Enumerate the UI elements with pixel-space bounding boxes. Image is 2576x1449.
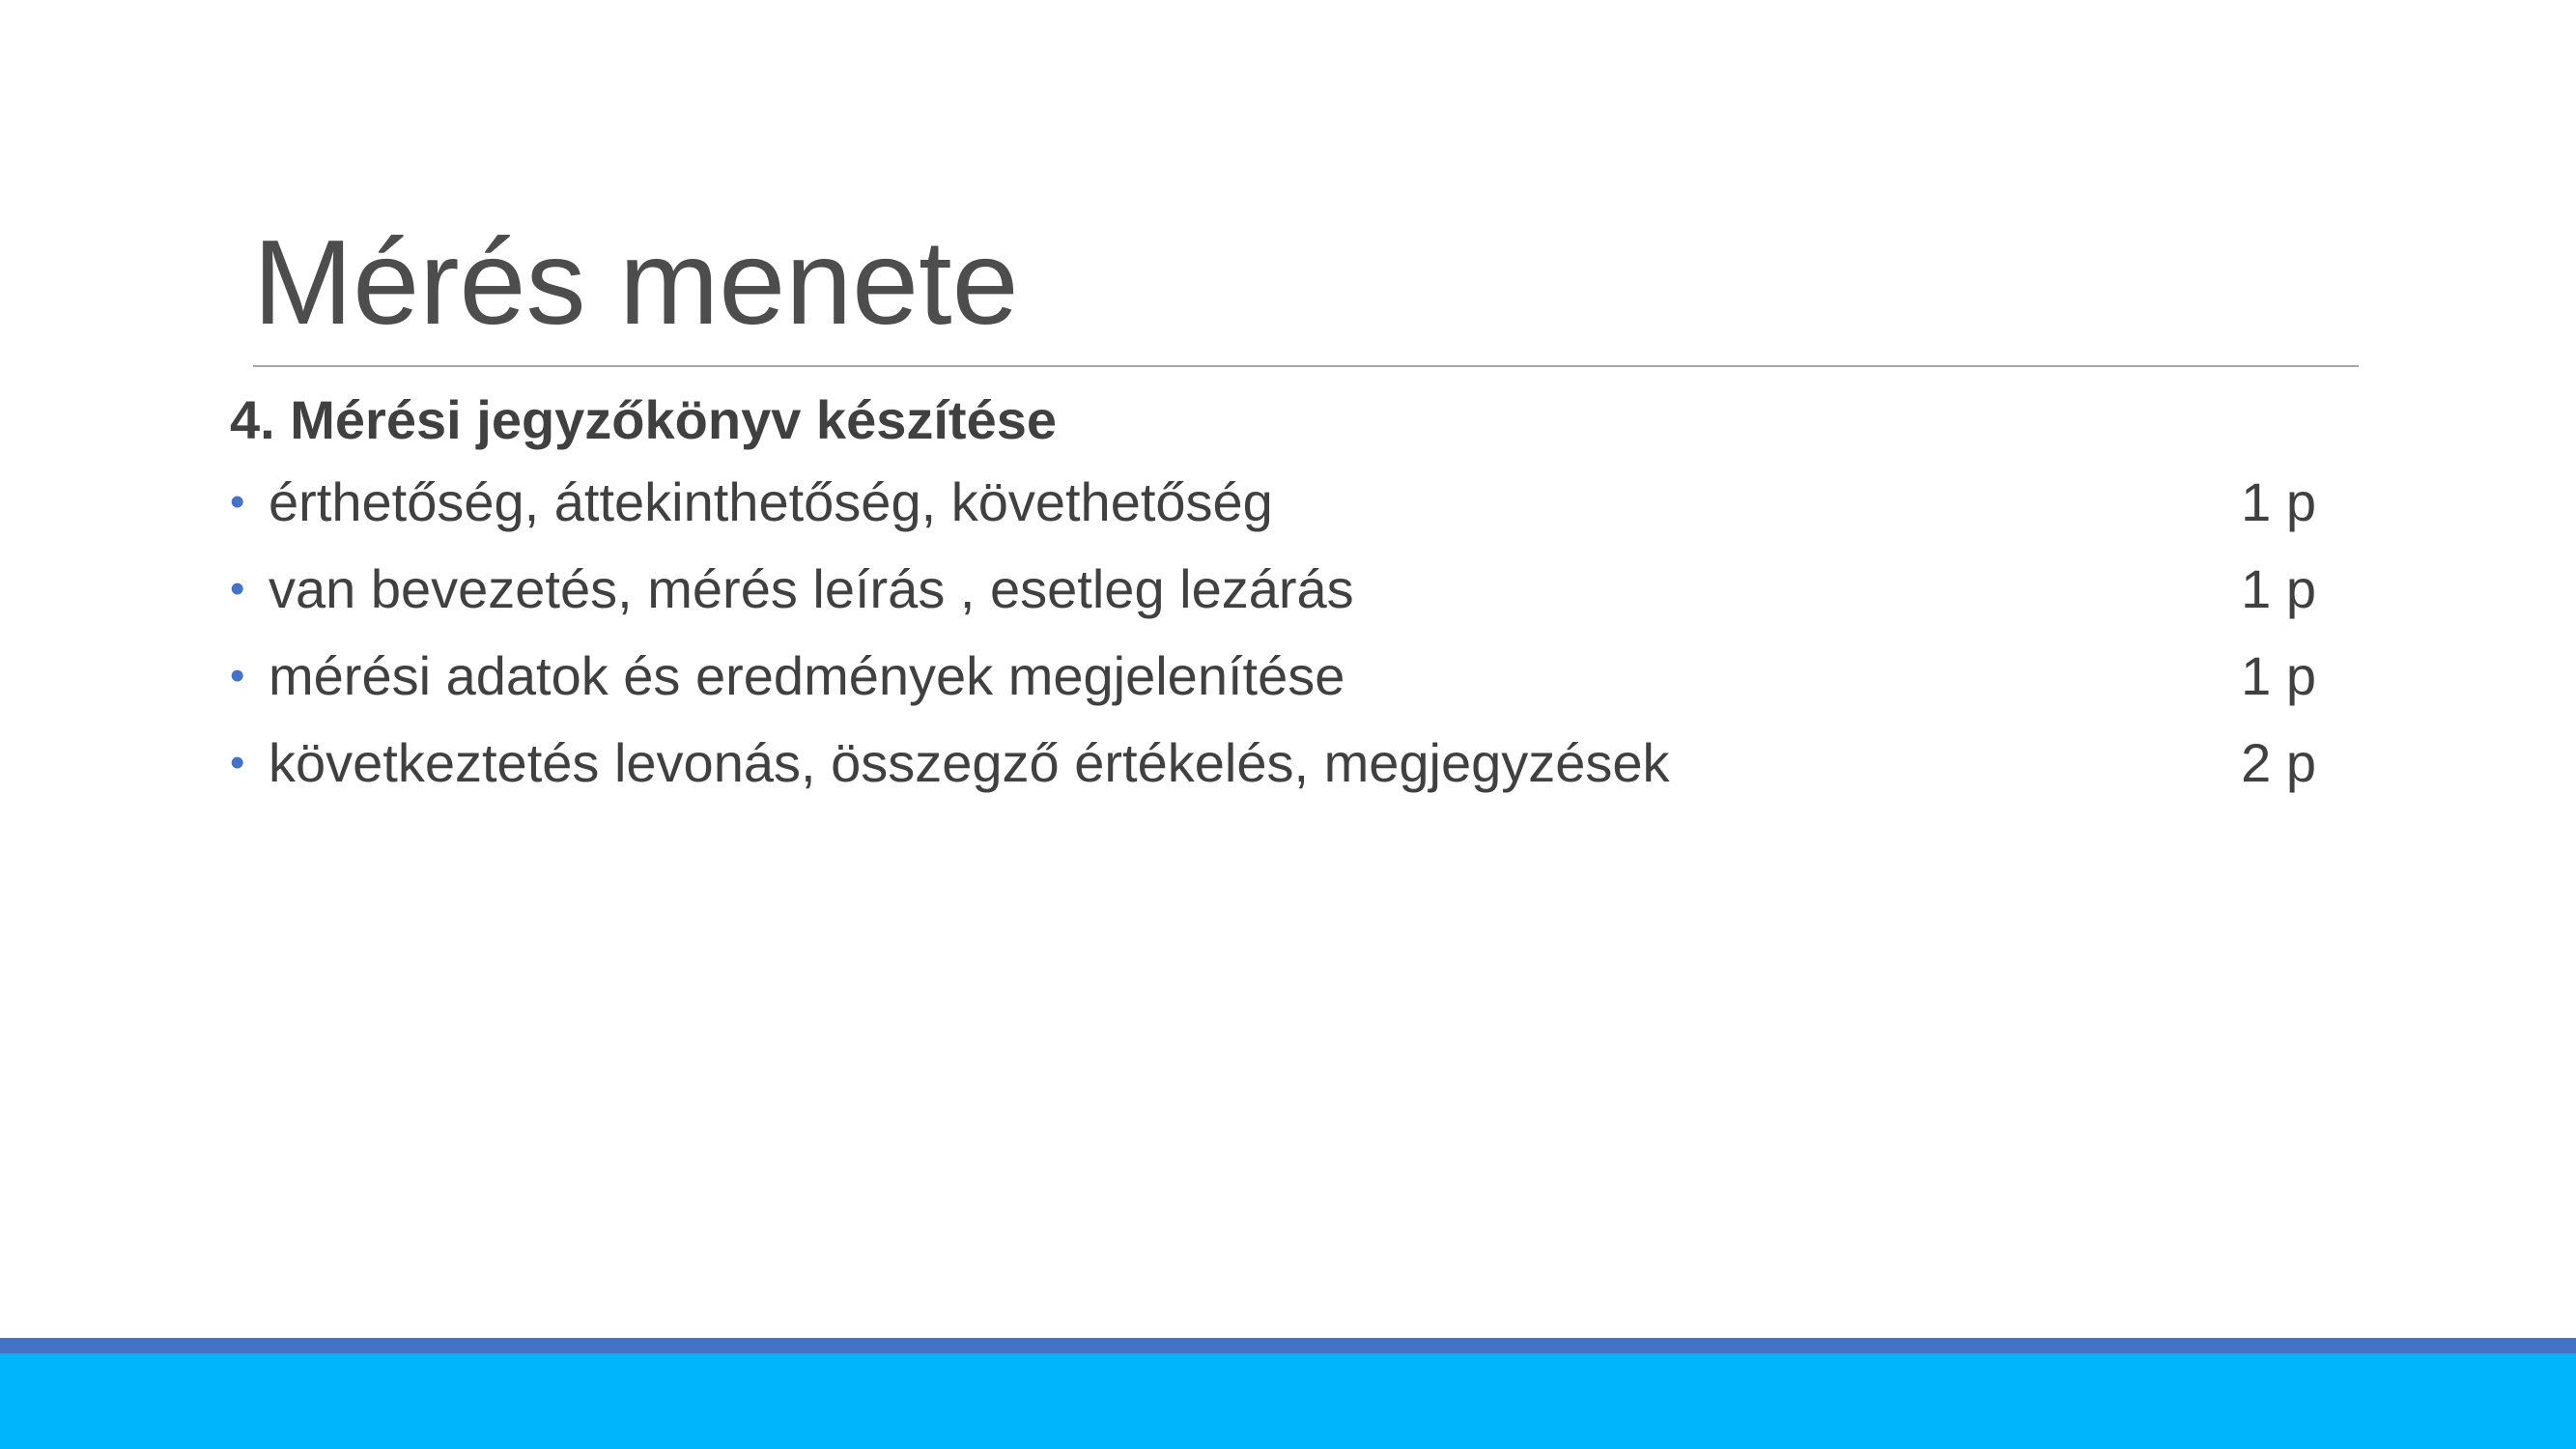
section-heading: 4. Mérési jegyzőkönyv készítése (230, 389, 1057, 450)
footer-band-dark (0, 1338, 2576, 1353)
list-item-text: mérési adatok és eredmények megjelenítése (269, 645, 1345, 706)
list-item-points: 2 p (2241, 732, 2316, 793)
list-item-points: 1 p (2241, 645, 2316, 706)
slide-title: Mérés menete (253, 216, 1019, 350)
list-item-text: következtetés levonás, összegző értékelés, megjegyzések (269, 732, 1670, 793)
bullet-icon: • (230, 739, 245, 786)
slide-content (230, 382, 2316, 807)
footer-band-light (0, 1353, 2576, 1449)
list-item (230, 633, 2316, 720)
list-item-points: 1 p (2241, 558, 2316, 619)
bullet-icon: • (230, 478, 245, 526)
list-item (230, 459, 2316, 546)
list-item (230, 546, 2316, 633)
list-item (230, 720, 2316, 807)
list-item-text: érthetőség, áttekinthetőség, követhetőség (269, 471, 1273, 532)
list-item-points: 1 p (2241, 471, 2316, 532)
list-item-text: van bevezetés, mérés leírás , esetleg lezárás (269, 558, 1354, 619)
bullet-icon: • (230, 565, 245, 612)
title-divider (253, 365, 2359, 367)
bullet-icon: • (230, 652, 245, 699)
